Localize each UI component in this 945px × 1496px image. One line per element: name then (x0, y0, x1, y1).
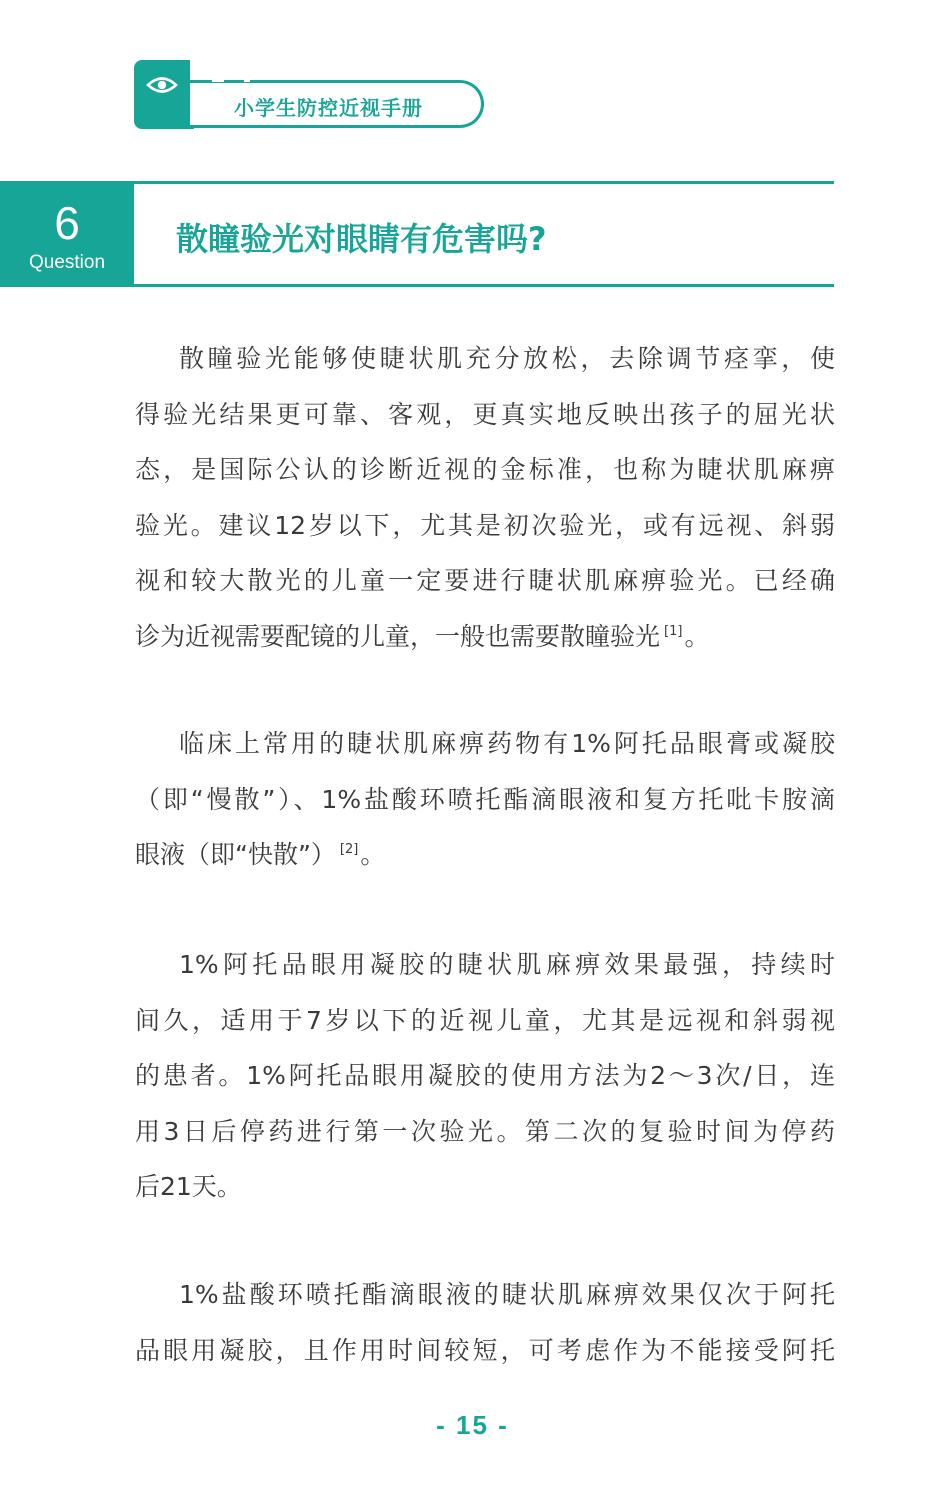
text-line: 临床上常用的睫状肌麻痹药物有1%阿托品眼膏或凝胶 (179, 729, 835, 758)
citation-ref: [1] (664, 623, 683, 639)
book-base-line (134, 121, 194, 129)
question-title: 散瞳验光对眼睛有危害吗? (176, 220, 547, 258)
header-frame-gap (212, 78, 224, 82)
text-line: 散瞳验光能够使睫状肌充分放松，去除调节痉挛，使 (179, 344, 835, 373)
text-line: 诊为近视需要配镜的儿童，一般也需要散瞳验光 (135, 621, 661, 651)
text-line: 间久，适用于7岁以下的近视儿童，尤其是远视和斜弱视 (135, 1005, 835, 1035)
text-line: 眼液（即“快散”） (135, 840, 336, 869)
paragraph (135, 331, 835, 664)
sentence-end: 。 (684, 621, 710, 651)
question-label: Question (28, 252, 106, 273)
book-tab (134, 60, 190, 128)
text-line: （即“慢散”）、1%盐酸环喷托酯滴眼液和复方托吡卡胺滴 (135, 784, 835, 814)
sentence-end: 。 (360, 840, 386, 869)
text-line: 的患者。1%阿托品眼用凝胶的使用方法为2～3次/日，连 (135, 1061, 835, 1090)
book-title: 小学生防控近视手册 (234, 96, 423, 120)
text-line: 后21天。 (135, 1172, 242, 1201)
question-bottom-rule (134, 284, 834, 287)
header-frame-gap (244, 78, 250, 82)
text-line-final (135, 827, 835, 883)
citation-ref: [2] (339, 842, 359, 857)
text-line: 用3日后停药进行第一次验光。第二次的复验时间为停药 (135, 1116, 835, 1146)
eye-icon (146, 74, 178, 96)
text-line-final (135, 609, 835, 665)
paragraph (135, 1267, 835, 1378)
text-line: 视和较大散光的儿童一定要进行睫状肌麻痹验光。已经确 (135, 566, 835, 595)
paragraph (135, 716, 835, 883)
text-line: 1%盐酸环喷托酯滴眼液的睫状肌麻痹效果仅次于阿托 (179, 1280, 835, 1309)
text-line: 态，是国际公认的诊断近视的金标准，也称为睫状肌麻痹 (135, 455, 835, 484)
page-number: - 15 - (436, 1410, 509, 1440)
paragraph (135, 937, 835, 1215)
text-line: 得验光结果更可靠、客观，更真实地反映出孩子的屈光状 (135, 399, 835, 429)
text-line: 1%阿托品眼用凝胶的睫状肌麻痹效果最强，持续时 (179, 950, 835, 979)
question-number: 6 (54, 197, 80, 249)
question-badge (0, 184, 134, 287)
text-line: 验光。建议12岁以下，尤其是初次验光，或有远视、斜弱 (135, 510, 835, 540)
text-line: 品眼用凝胶，且作用时间较短，可考虑作为不能接受阿托 (135, 1335, 835, 1365)
